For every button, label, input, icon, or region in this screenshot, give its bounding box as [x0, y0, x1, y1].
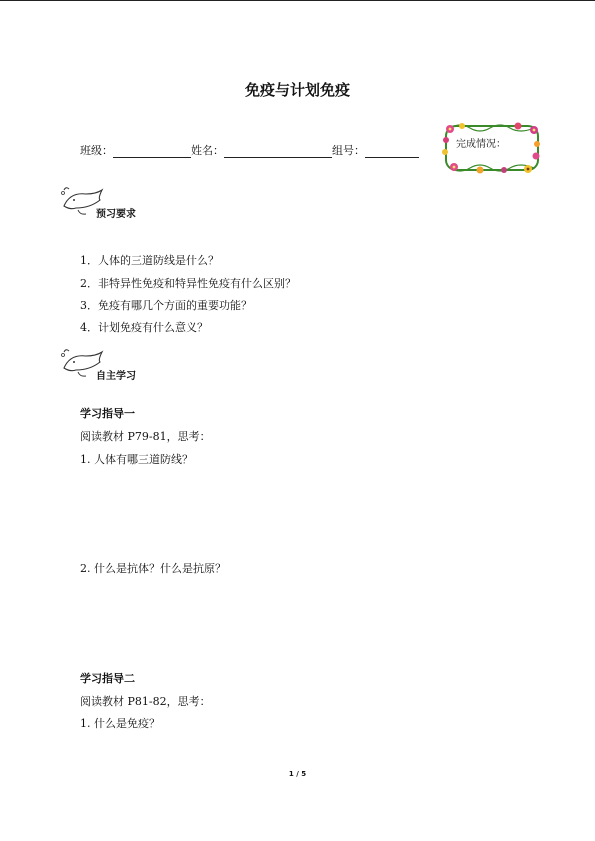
group-blank — [365, 145, 419, 158]
name-blank — [224, 145, 332, 158]
guide-1-question-2: 2. 什么是抗体？什么是抗原？ — [80, 562, 226, 575]
guide-1-question-1: 1. 人体有哪三道防线？ — [80, 453, 193, 466]
guide-2-intro: 阅读教材 P81-82，思考： — [80, 695, 211, 708]
guide-2-question-1: 1. 什么是免疫？ — [80, 717, 160, 730]
completion-label: 完成情况： — [456, 139, 506, 150]
preview-question-2: 2．非特异性免疫和特异性免疫有什么区别？ — [80, 277, 296, 290]
name-label: 姓名： — [191, 144, 224, 157]
preview-heading-label: 预习要求 — [96, 209, 136, 220]
completion-badge — [440, 120, 544, 176]
self-study-heading-label: 自主学习 — [96, 371, 136, 382]
guide-2-title: 学习指导二 — [80, 672, 135, 685]
guide-1-intro: 阅读教材 P79-81，思考： — [80, 430, 211, 443]
page-title: 免疫与计划免疫 — [244, 81, 350, 99]
preview-question-4: 4．计划免疫有什么意义？ — [80, 321, 208, 334]
group-label: 组号： — [332, 144, 365, 157]
self-study-heading — [60, 346, 170, 386]
student-info-row — [80, 142, 419, 158]
class-label: 班级： — [80, 144, 113, 157]
page-number: 1 / 5 — [288, 770, 307, 778]
page-top-border — [0, 0, 595, 1]
preview-question-1: 1．人体的三道防线是什么？ — [80, 254, 219, 267]
guide-1-title: 学习指导一 — [80, 407, 135, 420]
class-blank — [113, 145, 191, 158]
preview-heading — [60, 184, 170, 224]
preview-question-3: 3．免疫有哪几个方面的重要功能？ — [80, 299, 252, 312]
